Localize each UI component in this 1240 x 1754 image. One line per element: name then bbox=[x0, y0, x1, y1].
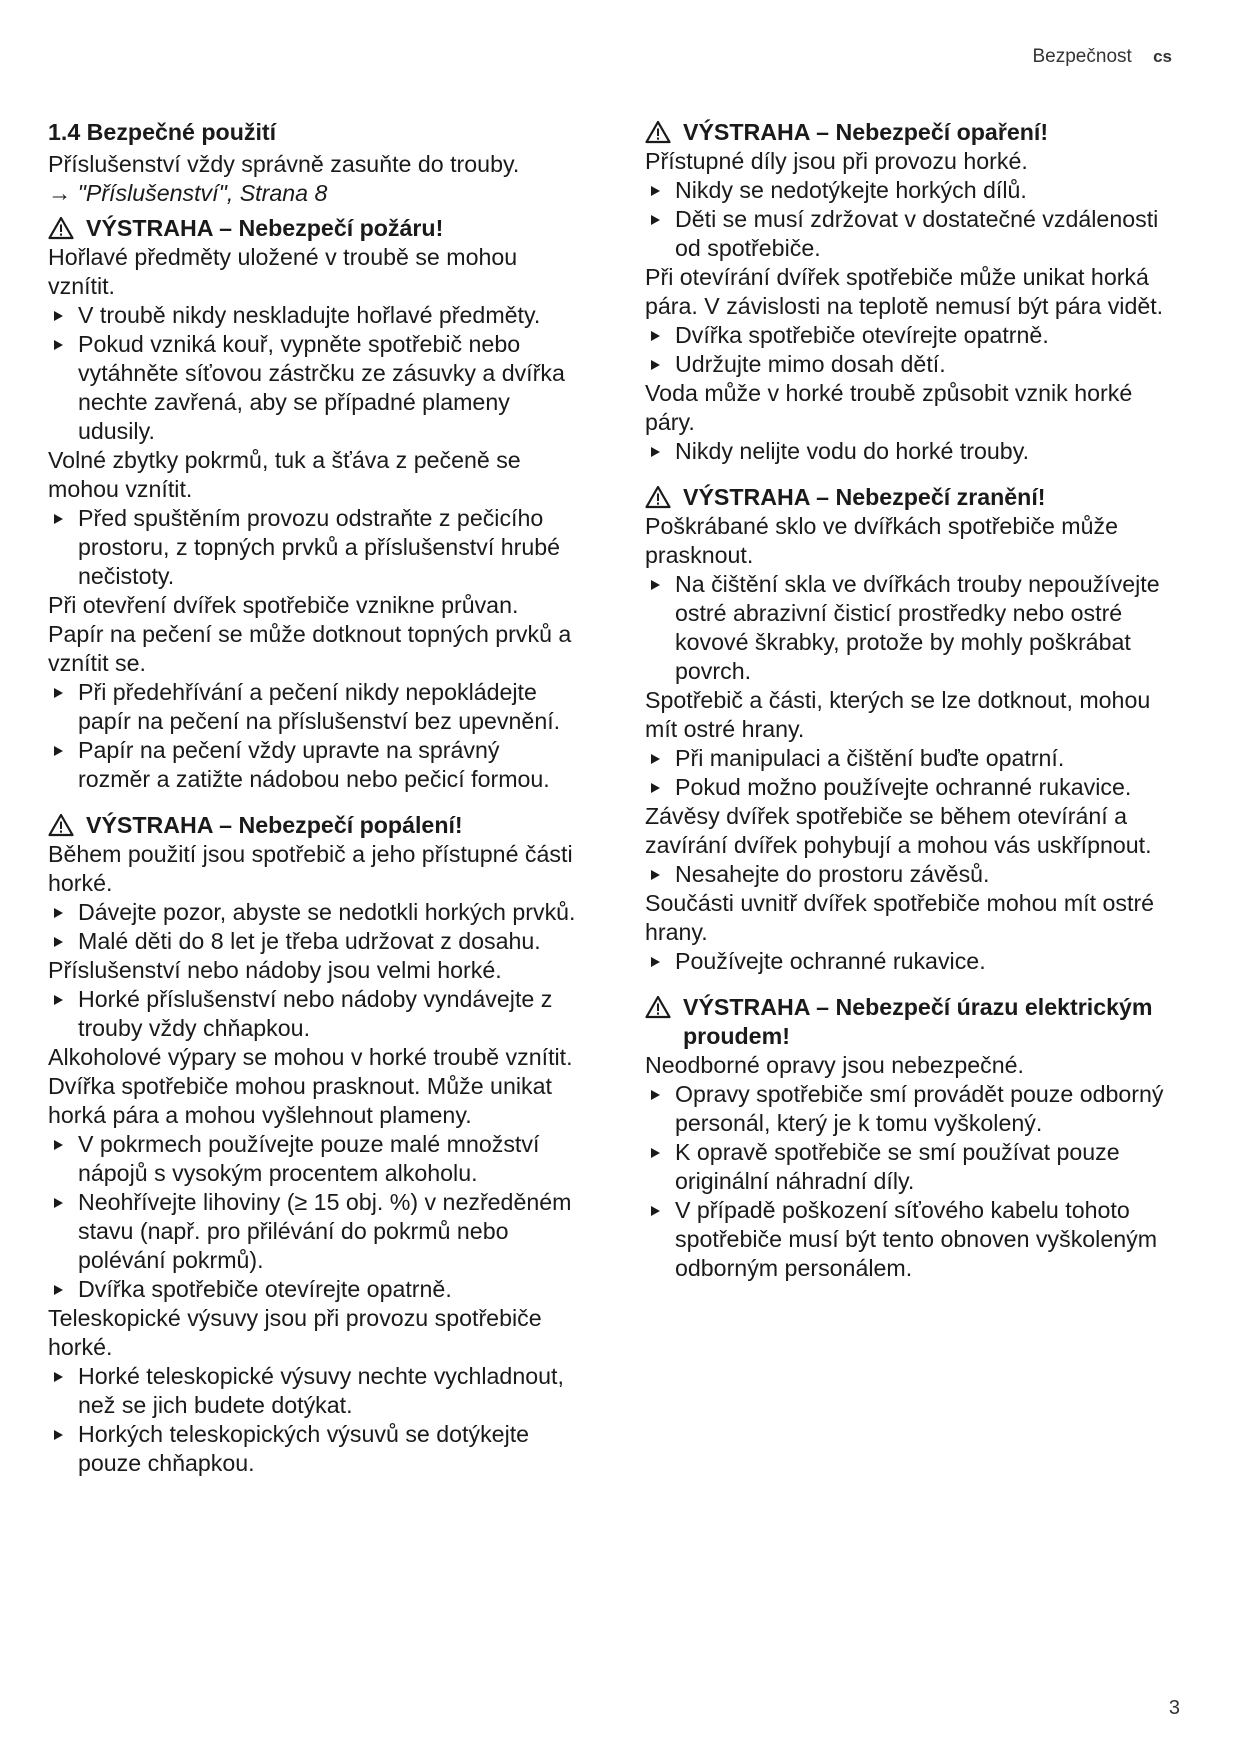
paragraph: Volné zbytky pokrmů, tuk a šťáva z pečeně se mohou vznítit. bbox=[48, 447, 521, 502]
bullet-item: Pokud možno používejte ochranné rukavice. bbox=[645, 773, 1175, 802]
bullet-item: Při manipulaci a čištění buďte opatrní. bbox=[645, 744, 1175, 773]
bullet-item: Dvířka spotřebiče otevírejte opatrně. bbox=[645, 321, 1175, 350]
warning-title: VÝSTRAHA – Nebezpečí úrazu elektrickým proudem! bbox=[683, 994, 1153, 1049]
bullet-item: Horké teleskopické výsuvy nechte vychladnout, než se jich budete dotýkat. bbox=[48, 1362, 578, 1420]
bullet-item: Neohřívejte lihoviny (≥ 15 obj. %) v nezředěném stavu (např. pro přilévání do pokrmů nebo polévání pokrmů). bbox=[48, 1188, 578, 1275]
bullet-item: V troubě nikdy neskladujte hořlavé předměty. bbox=[48, 301, 578, 330]
bullet-item: Před spuštěním provozu odstraňte z pečicího prostoru, z topných prvků a příslušenství hrubé nečistoty. bbox=[48, 504, 578, 591]
warning-scald bbox=[645, 118, 1175, 147]
paragraph: Voda může v horké troubě způsobit vznik horké páry. bbox=[645, 380, 1133, 435]
bullet-item: V případě poškození síťového kabelu tohoto spotřebiče musí být tento obnoven vyškoleným odborným personálem. bbox=[645, 1196, 1175, 1283]
warning-title: VÝSTRAHA – Nebezpečí zranění! bbox=[683, 484, 1046, 510]
paragraph: Hořlavé předměty uložené v troubě se mohou vznítit. bbox=[48, 244, 518, 299]
warning-icon bbox=[645, 120, 671, 144]
paragraph: Alkoholové výpary se mohou v horké troubě vznítit. Dvířka spotřebiče mohou prasknout. Může unikat horká pára a mohou vyšlehnout plameny. bbox=[48, 1044, 573, 1128]
paragraph: Příslušenství nebo nádoby jsou velmi horké. bbox=[48, 957, 502, 983]
paragraph: Při otevírání dvířek spotřebiče může unikat horká pára. V závislosti na teplotě nemusí být pára vidět. bbox=[645, 264, 1164, 319]
paragraph: Během použití jsou spotřebič a jeho přístupné části horké. bbox=[48, 841, 573, 896]
paragraph: Součásti uvnitř dvířek spotřebiče mohou mít ostré hrany. bbox=[645, 890, 1155, 945]
bullet-item: Při předehřívání a pečení nikdy nepokládejte papír na pečení na příslušenství bez upevnění. bbox=[48, 678, 578, 736]
cross-reference: → "Příslušenství", Strana 8 bbox=[48, 180, 328, 206]
bullet-item: Nesahejte do prostoru závěsů. bbox=[645, 860, 1175, 889]
bullet-item: Opravy spotřebiče smí provádět pouze odborný personál, který je k tomu vyškolený. bbox=[645, 1080, 1175, 1138]
warning-burn bbox=[48, 811, 578, 840]
warning-injury bbox=[645, 483, 1175, 512]
warning-fire bbox=[48, 214, 578, 243]
warning-icon bbox=[48, 813, 74, 837]
bullet-item: Na čištění skla ve dvířkách trouby nepoužívejte ostré abrazivní čisticí prostředky nebo ostré kovové škrabky, protože by mohly poškrábat povrch. bbox=[645, 570, 1175, 686]
bullet-item: Nikdy se nedotýkejte horkých dílů. bbox=[645, 176, 1175, 205]
paragraph: Teleskopické výsuvy jsou při provozu spotřebiče horké. bbox=[48, 1305, 542, 1360]
bullet-item: Malé děti do 8 let je třeba udržovat z dosahu. bbox=[48, 927, 578, 956]
paragraph: Poškrábané sklo ve dvířkách spotřebiče může prasknout. bbox=[645, 513, 1119, 568]
warning-icon bbox=[645, 485, 671, 509]
running-header bbox=[1033, 46, 1173, 68]
section-title: 1.4 Bezpečné použití bbox=[48, 119, 277, 145]
warning-title: VÝSTRAHA – Nebezpečí popálení! bbox=[86, 812, 463, 838]
warning-electric bbox=[645, 993, 1175, 1051]
paragraph: Neodborné opravy jsou nebezpečné. bbox=[645, 1052, 1024, 1078]
paragraph: Při otevření dvířek spotřebiče vznikne průvan. Papír na pečení se může dotknout topných prvků a vznítit se. bbox=[48, 592, 572, 676]
bullet-item: Horkých teleskopických výsuvů se dotýkejte pouze chňapkou. bbox=[48, 1420, 578, 1478]
bullet-item: Dávejte pozor, abyste se nedotkli horkých prvků. bbox=[48, 898, 578, 927]
warning-title: VÝSTRAHA – Nebezpečí požáru! bbox=[86, 215, 444, 241]
left-column bbox=[48, 118, 578, 1478]
bullet-item: Děti se musí zdržovat v dostatečné vzdálenosti od spotřebiče. bbox=[645, 205, 1175, 263]
bullet-item: Papír na pečení vždy upravte na správný rozměr a zatižte nádobou nebo pečicí formou. bbox=[48, 736, 578, 794]
paragraph: Přístupné díly jsou při provozu horké. bbox=[645, 148, 1028, 174]
right-column bbox=[645, 118, 1175, 1283]
bullet-item: K opravě spotřebiče se smí používat pouze originální náhradní díly. bbox=[645, 1138, 1175, 1196]
intro-text: Příslušenství vždy správně zasuňte do trouby. bbox=[48, 151, 520, 177]
page-number: 3 bbox=[1168, 1697, 1180, 1719]
warning-title: VÝSTRAHA – Nebezpečí opaření! bbox=[683, 119, 1049, 145]
paragraph: Spotřebič a části, kterých se lze dotknout, mohou mít ostré hrany. bbox=[645, 687, 1151, 742]
header-section: Bezpečnost bbox=[1032, 46, 1132, 67]
bullet-item: Horké příslušenství nebo nádoby vyndávejte z trouby vždy chňapkou. bbox=[48, 985, 578, 1043]
bullet-item: Udržujte mimo dosah dětí. bbox=[645, 350, 1175, 379]
paragraph: Závěsy dvířek spotřebiče se během otevírání a zavírání dvířek pohybují a mohou vás uskřípnout. bbox=[645, 803, 1152, 858]
bullet-item: Dvířka spotřebiče otevírejte opatrně. bbox=[48, 1275, 578, 1304]
bullet-item: Pokud vzniká kouř, vypněte spotřebič nebo vytáhněte síťovou zástrčku ze zásuvky a dvířka nechte zavřená, aby se případné plameny udusily. bbox=[48, 330, 578, 446]
warning-icon bbox=[645, 995, 671, 1019]
warning-icon bbox=[48, 216, 74, 240]
bullet-item: V pokrmech používejte pouze malé množství nápojů s vysokým procentem alkoholu. bbox=[48, 1130, 578, 1188]
header-language: cs bbox=[1153, 47, 1172, 66]
bullet-item: Používejte ochranné rukavice. bbox=[645, 947, 1175, 976]
bullet-item: Nikdy nelijte vodu do horké trouby. bbox=[645, 437, 1175, 466]
